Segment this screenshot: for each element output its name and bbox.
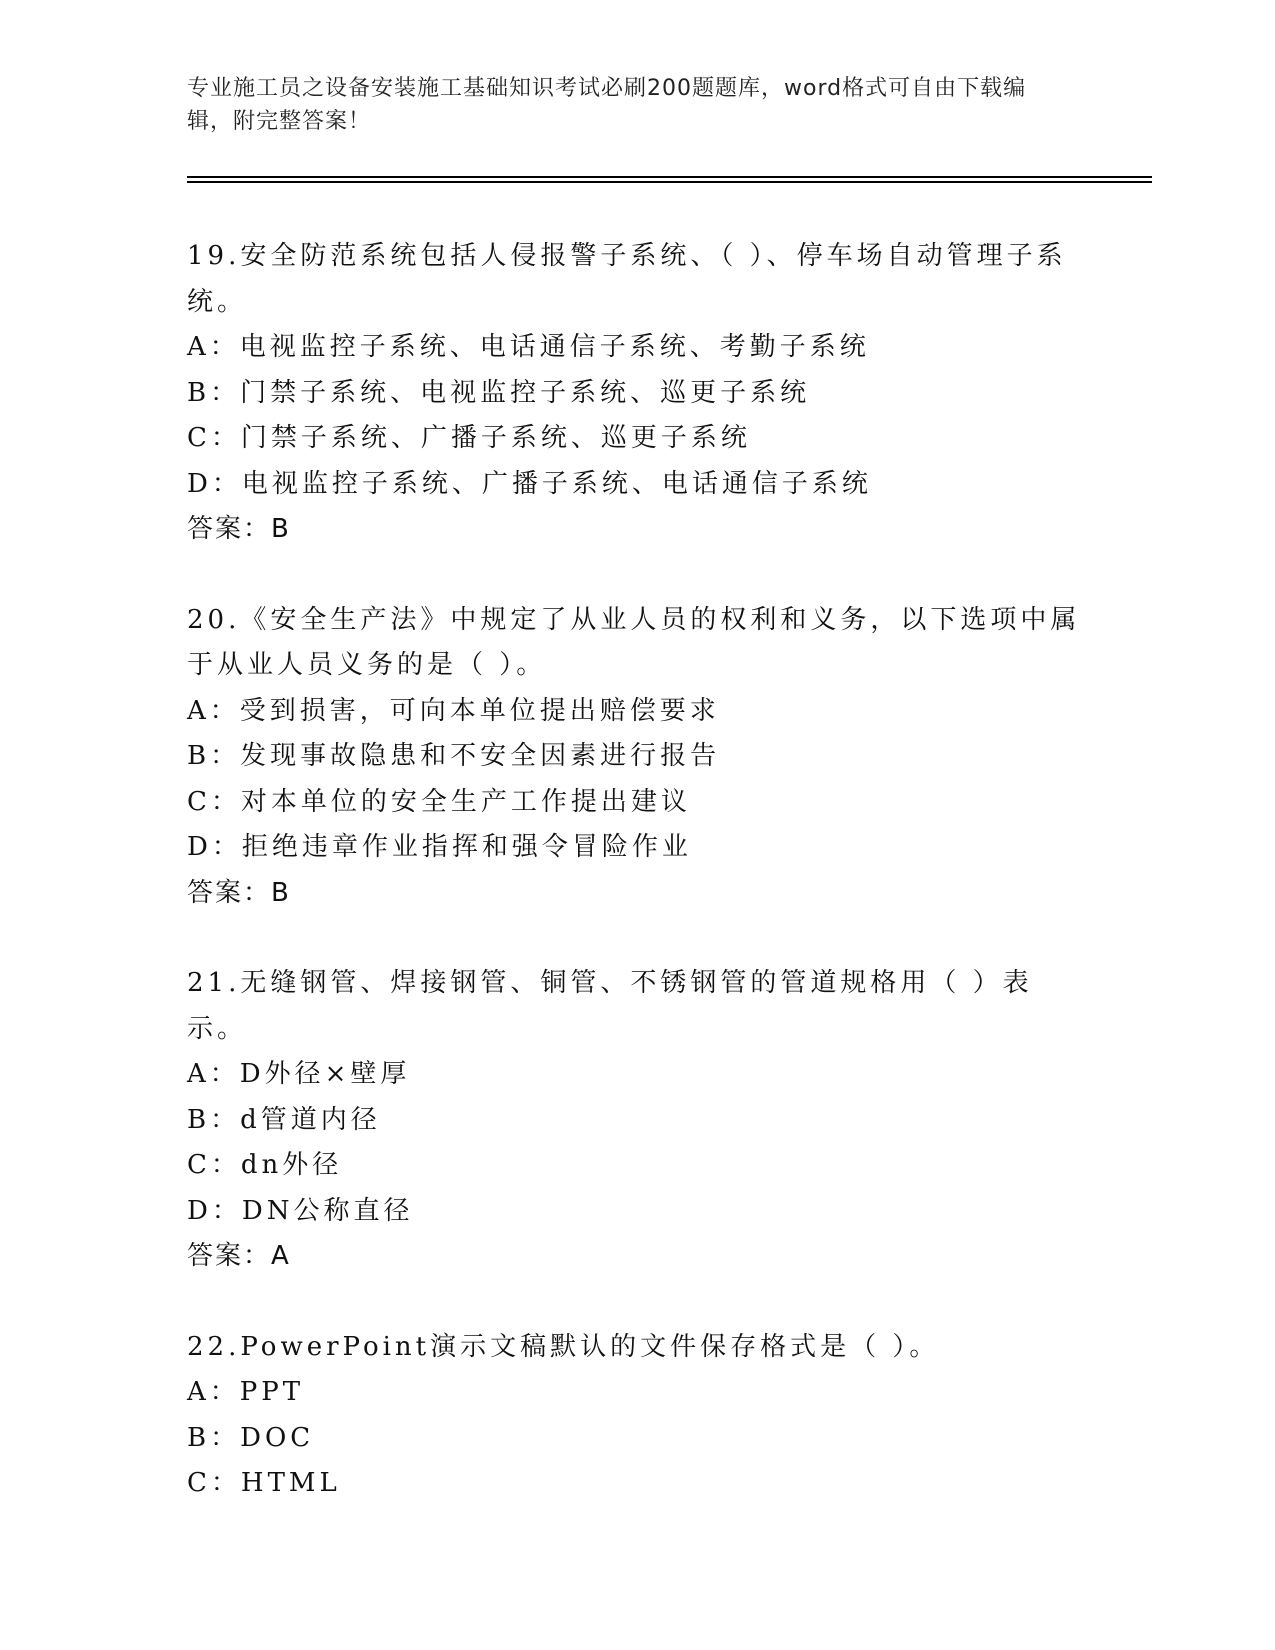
option-a: A：D外径×壁厚 <box>187 1059 411 1089</box>
option-a: A：电视监控子系统、电话通信子系统、考勤子系统 <box>187 332 870 362</box>
question-stem: 22.PowerPoint演示文稿默认的文件保存格式是（ ）。 <box>187 1331 940 1362</box>
question-21 <box>187 961 1087 1280</box>
option-d: D：拒绝违章作业指挥和强令冒险作业 <box>187 832 692 862</box>
option-b: B：d管道内径 <box>187 1104 381 1135</box>
option-c: C：dn外径 <box>187 1150 343 1180</box>
option-c: C：对本单位的安全生产工作提出建议 <box>187 786 691 817</box>
header-rule-top <box>187 176 1152 178</box>
answer-line: 答案：A <box>187 1241 291 1271</box>
option-b: B：门禁子系统、电视监控子系统、巡更子系统 <box>187 377 811 408</box>
document-header: 专业施工员之设备安装施工基础知识考试必刷200题题库，word格式可自由下载编辑，附完整答案！ <box>187 76 1027 134</box>
option-a: A：PPT <box>187 1377 305 1407</box>
option-a: A：受到损害，可向本单位提出赔偿要求 <box>187 695 720 726</box>
option-d: D：DN公称直径 <box>187 1195 414 1226</box>
option-b: B：发现事故隐患和不安全因素进行报告 <box>187 741 721 771</box>
question-stem: 21.无缝钢管、焊接钢管、铜管、不锈钢管的管道规格用（ ）表示。 <box>187 968 1033 1044</box>
question-22 <box>187 1325 1087 1507</box>
question-20 <box>187 598 1087 917</box>
question-list <box>187 234 1087 1507</box>
header-rule-bottom <box>187 181 1152 183</box>
option-c: C：门禁子系统、广播子系统、巡更子系统 <box>187 423 751 453</box>
question-stem: 19.安全防范系统包括人侵报警子系统、（ ）、停车场自动管理子系统。 <box>187 241 1067 317</box>
answer-line: 答案：B <box>187 514 291 544</box>
question-stem: 20.《安全生产法》中规定了从业人员的权利和义务，以下选项中属于从业人员义务的是（ ）。 <box>187 604 1081 680</box>
answer-line: 答案：B <box>187 877 291 908</box>
option-b: B：DOC <box>187 1422 315 1453</box>
question-19 <box>187 234 1087 553</box>
option-d: D：电视监控子系统、广播子系统、电话通信子系统 <box>187 468 872 499</box>
option-c: C：HTML <box>187 1468 341 1498</box>
